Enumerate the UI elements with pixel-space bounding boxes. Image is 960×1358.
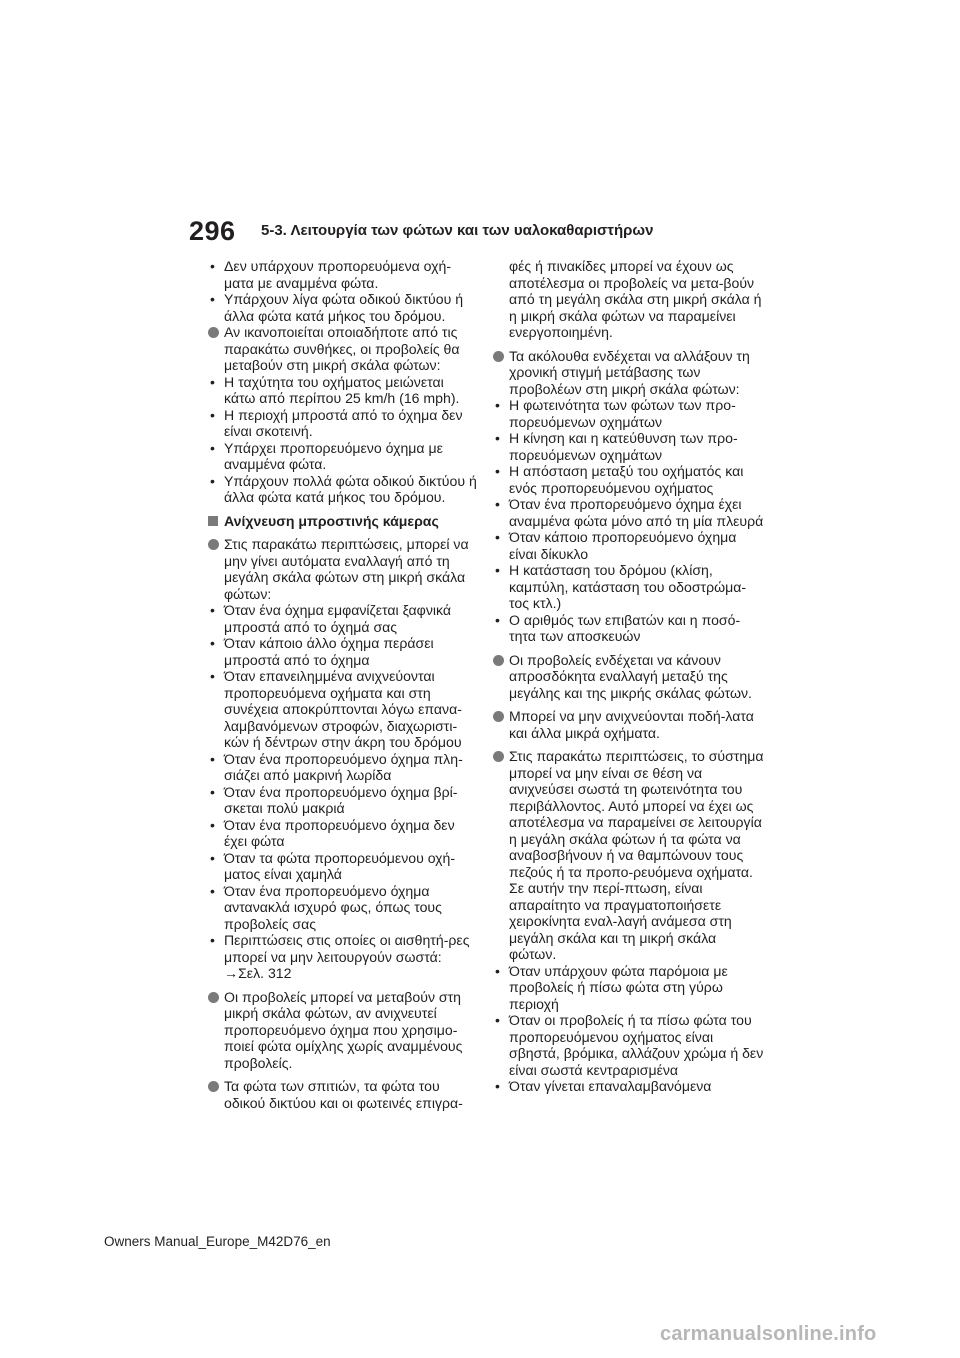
round-bullet-icon	[208, 992, 219, 1003]
round-bullet-icon	[208, 539, 219, 550]
list-item: • Υπάρχουν λίγα φώτα οδικού δικτύου ή άλλα φώτα κατά μήκος του δρόμου.	[207, 291, 479, 324]
condition-list	[207, 374, 479, 506]
footer-text: Owners Manual_Europe_M42D76_en	[104, 1234, 331, 1249]
list-item: • Όταν ένα όχημα εμφανίζεται ξαφνικά μπροστά από το όχημά σας	[207, 602, 479, 635]
paragraph-text: Μπορεί να μην ανιχνεύονται ποδή-λατα και άλλα μικρά οχήματα.	[509, 708, 754, 741]
list-item: • Όταν ένα προπορευόμενο όχημα έχει αναμμένα φώτα μόνο από τη μία πλευρά	[492, 496, 764, 529]
paragraph	[207, 536, 479, 602]
list-item: • Η φωτεινότητα των φώτων των προ-πορευόμενων οχημάτων	[492, 397, 764, 430]
paragraph-continuation: φές ή πινακίδες μπορεί να έχουν ως αποτέλεσμα οι προβολείς να μετα-βούν από τη μεγάλη σκάλα στη μικρή σκάλα ή η μικρή σκάλα φώτων να παραμείνει ενεργοποιημένη.	[509, 258, 762, 340]
list-item: • Η περιοχή μπροστά από το όχημα δεν είναι σκοτεινή.	[207, 407, 479, 440]
list-item: • Περιπτώσεις στις οποίες οι αισθητή-ρες μπορεί να μην λειτουργούν σωστά: →Σελ. 312	[207, 932, 479, 982]
list-item: • Η ταχύτητα του οχήματος μειώνεται κάτω από περίπου 25 km/h (16 mph).	[207, 374, 479, 407]
list-item: • Ο αριθμός των επιβατών και η ποσό-τητα των αποσκευών	[492, 612, 764, 645]
list-item: • Όταν επανειλημμένα ανιχνεύονται προπορευόμενα οχήματα και στη συνέχεια αποκρύπτονται λόγω επανα-λαμβανόμενων στροφών, διαχωριστι-κών ή δέντρων στην άκρη του δρόμου	[207, 668, 479, 751]
list-item: • Όταν ένα προπορευόμενο όχημα πλη-σιάζει από μακρινή λωρίδα	[207, 751, 479, 784]
list-item: • Όταν γίνεται επαναλαμβανόμενα	[492, 1078, 764, 1095]
list-item: • Υπάρχουν πολλά φώτα οδικού δικτύου ή άλλα φώτα κατά μήκος του δρόμου.	[207, 473, 479, 506]
paragraph-block	[492, 748, 764, 1095]
list-item: • Όταν ένα προπορευόμενο όχημα αντανακλά ισχυρό φως, όπως τους προβολείς σας	[207, 883, 479, 933]
section-title: 5-3. Λειτουργία των φώτων και των υαλοκαθαριστήρων	[261, 222, 654, 239]
round-bullet-icon	[493, 655, 504, 666]
paragraph	[492, 652, 764, 702]
paragraph-text: Οι προβολείς μπορεί να μεταβούν στη μικρή σκάλα φώτων, αν ανιχνευτεί προπορευόμενο όχημα που χρησιμο-ποιεί φώτα ομίχλης χωρίς αναμμένους προβολείς.	[224, 988, 463, 1071]
list-item: • Όταν κάποιο προπορευόμενο όχημα είναι δίκυκλο	[492, 529, 764, 562]
round-bullet-icon	[493, 351, 504, 362]
watermark: carmanualsonline.info	[660, 1323, 877, 1345]
round-bullet-icon	[493, 751, 504, 762]
situation-list	[492, 963, 764, 1095]
paragraph-text: Τα ακόλουθα ενδέχεται να αλλάξουν τη χρονική στιγμή μετάβασης των προβολέων στη μικρή σκάλα φώτων:	[509, 347, 750, 397]
heading-text: Ανίχνευση μπροστινής κάμερας	[224, 512, 439, 529]
list-item: • Όταν οι προβολείς ή τα πίσω φώτα του προπορευόμενου οχήματος είναι σβηστά, βρόμικα, αλλάζουν χρώμα ή δεν είναι σωστά κεντραρισμένα	[492, 1012, 764, 1078]
list-item: • Όταν ένα προπορευόμενο όχημα βρί-σκεται πολύ μακριά	[207, 784, 479, 817]
list-item: • Υπάρχει προπορευόμενο όχημα με αναμμένα φώτα.	[207, 440, 479, 473]
round-bullet-icon	[493, 711, 504, 722]
paragraph-text: Στις παρακάτω περιπτώσεις, μπορεί να μην γίνει αυτόματα εναλλαγή από τη μεγάλη σκάλα φώτων στη μικρή σκάλα φώτων:	[224, 536, 469, 602]
paragraph-block	[492, 348, 764, 645]
round-bullet-icon	[208, 1081, 219, 1092]
paragraph	[492, 348, 764, 398]
right-column	[492, 258, 764, 1102]
paragraph	[492, 708, 764, 741]
list-item: • Όταν τα φώτα προπορευόμενου οχή-ματος είναι χαμηλά	[207, 850, 479, 883]
paragraph	[207, 324, 479, 374]
paragraph-text: Τα φώτα των σπιτιών, τα φώτα του οδικού δικτύου και οι φωτεινές επιγρα-	[224, 1078, 463, 1111]
case-list	[207, 602, 479, 982]
square-bullet-icon	[208, 516, 218, 526]
list-item: • Όταν κάποιο άλλο όχημα περάσει μπροστά από το όχημα	[207, 635, 479, 668]
list-item: • Η κατάσταση του δρόμου (κλίση, καμπύλη, κατάσταση του οδοστρώμα-τος κτλ.)	[492, 562, 764, 612]
paragraph-block	[207, 324, 479, 506]
paragraph-text: Αν ικανοποιείται οποιαδήποτε από τις παρακάτω συνθήκες, οι προβολείς θα μεταβούν στη μικρή σκάλα φώτων:	[224, 324, 460, 373]
paragraph	[207, 989, 479, 1072]
paragraph-text: Οι προβολείς ενδέχεται να κάνουν απροσδόκητα εναλλαγή μεταξύ της μεγάλης και της μικρής σκάλας φώτων.	[509, 651, 752, 701]
subsection-heading	[207, 513, 479, 530]
page-number: 296	[189, 216, 236, 246]
left-column	[207, 258, 479, 1118]
list-item: • Όταν υπάρχουν φώτα παρόμοια με προβολείς ή πίσω φώτα στη γύρω περιοχή	[492, 963, 764, 1013]
paragraph-text: Στις παρακάτω περιπτώσεις, το σύστημα μπορεί να μην είναι σε θέση να ανιχνεύσει σωστά τη φωτεινότητα του περιβάλλοντος. Αυτό μπορεί να έχει ως αποτέλεσμα να παραμείνει σε λειτουργία η μεγάλη σκάλα φώτων ή τα φώτα να αναβοσβήνουν ή να θαμπώνουν τους πεζούς ή τα προπο-ρευόμενα οχήματα. Σε αυτήν την περί-πτωση, είναι απαραίτητο να πραγματοποιήσετε χειροκίνητα εναλ-λαγή ανάμεσα στη μεγάλη σκάλα και τη μικρή σκάλα φώτων.	[509, 748, 764, 962]
list-item: • Η κίνηση και η κατεύθυνση των προ-πορευόμενων οχημάτων	[492, 430, 764, 463]
list-item: • Δεν υπάρχουν προπορευόμενα οχή-ματα με αναμμένα φώτα.	[207, 258, 479, 291]
paragraph	[492, 748, 764, 963]
paragraph-block	[207, 536, 479, 982]
list-item: • Η απόσταση μεταξύ του οχήματός και ενός προπορευόμενου οχήματος	[492, 463, 764, 496]
intro-list	[207, 258, 479, 324]
round-bullet-icon	[208, 327, 219, 338]
list-item: • Όταν ένα προπορευόμενο όχημα δεν έχει φώτα	[207, 817, 479, 850]
paragraph	[207, 1078, 479, 1111]
factor-list	[492, 397, 764, 645]
